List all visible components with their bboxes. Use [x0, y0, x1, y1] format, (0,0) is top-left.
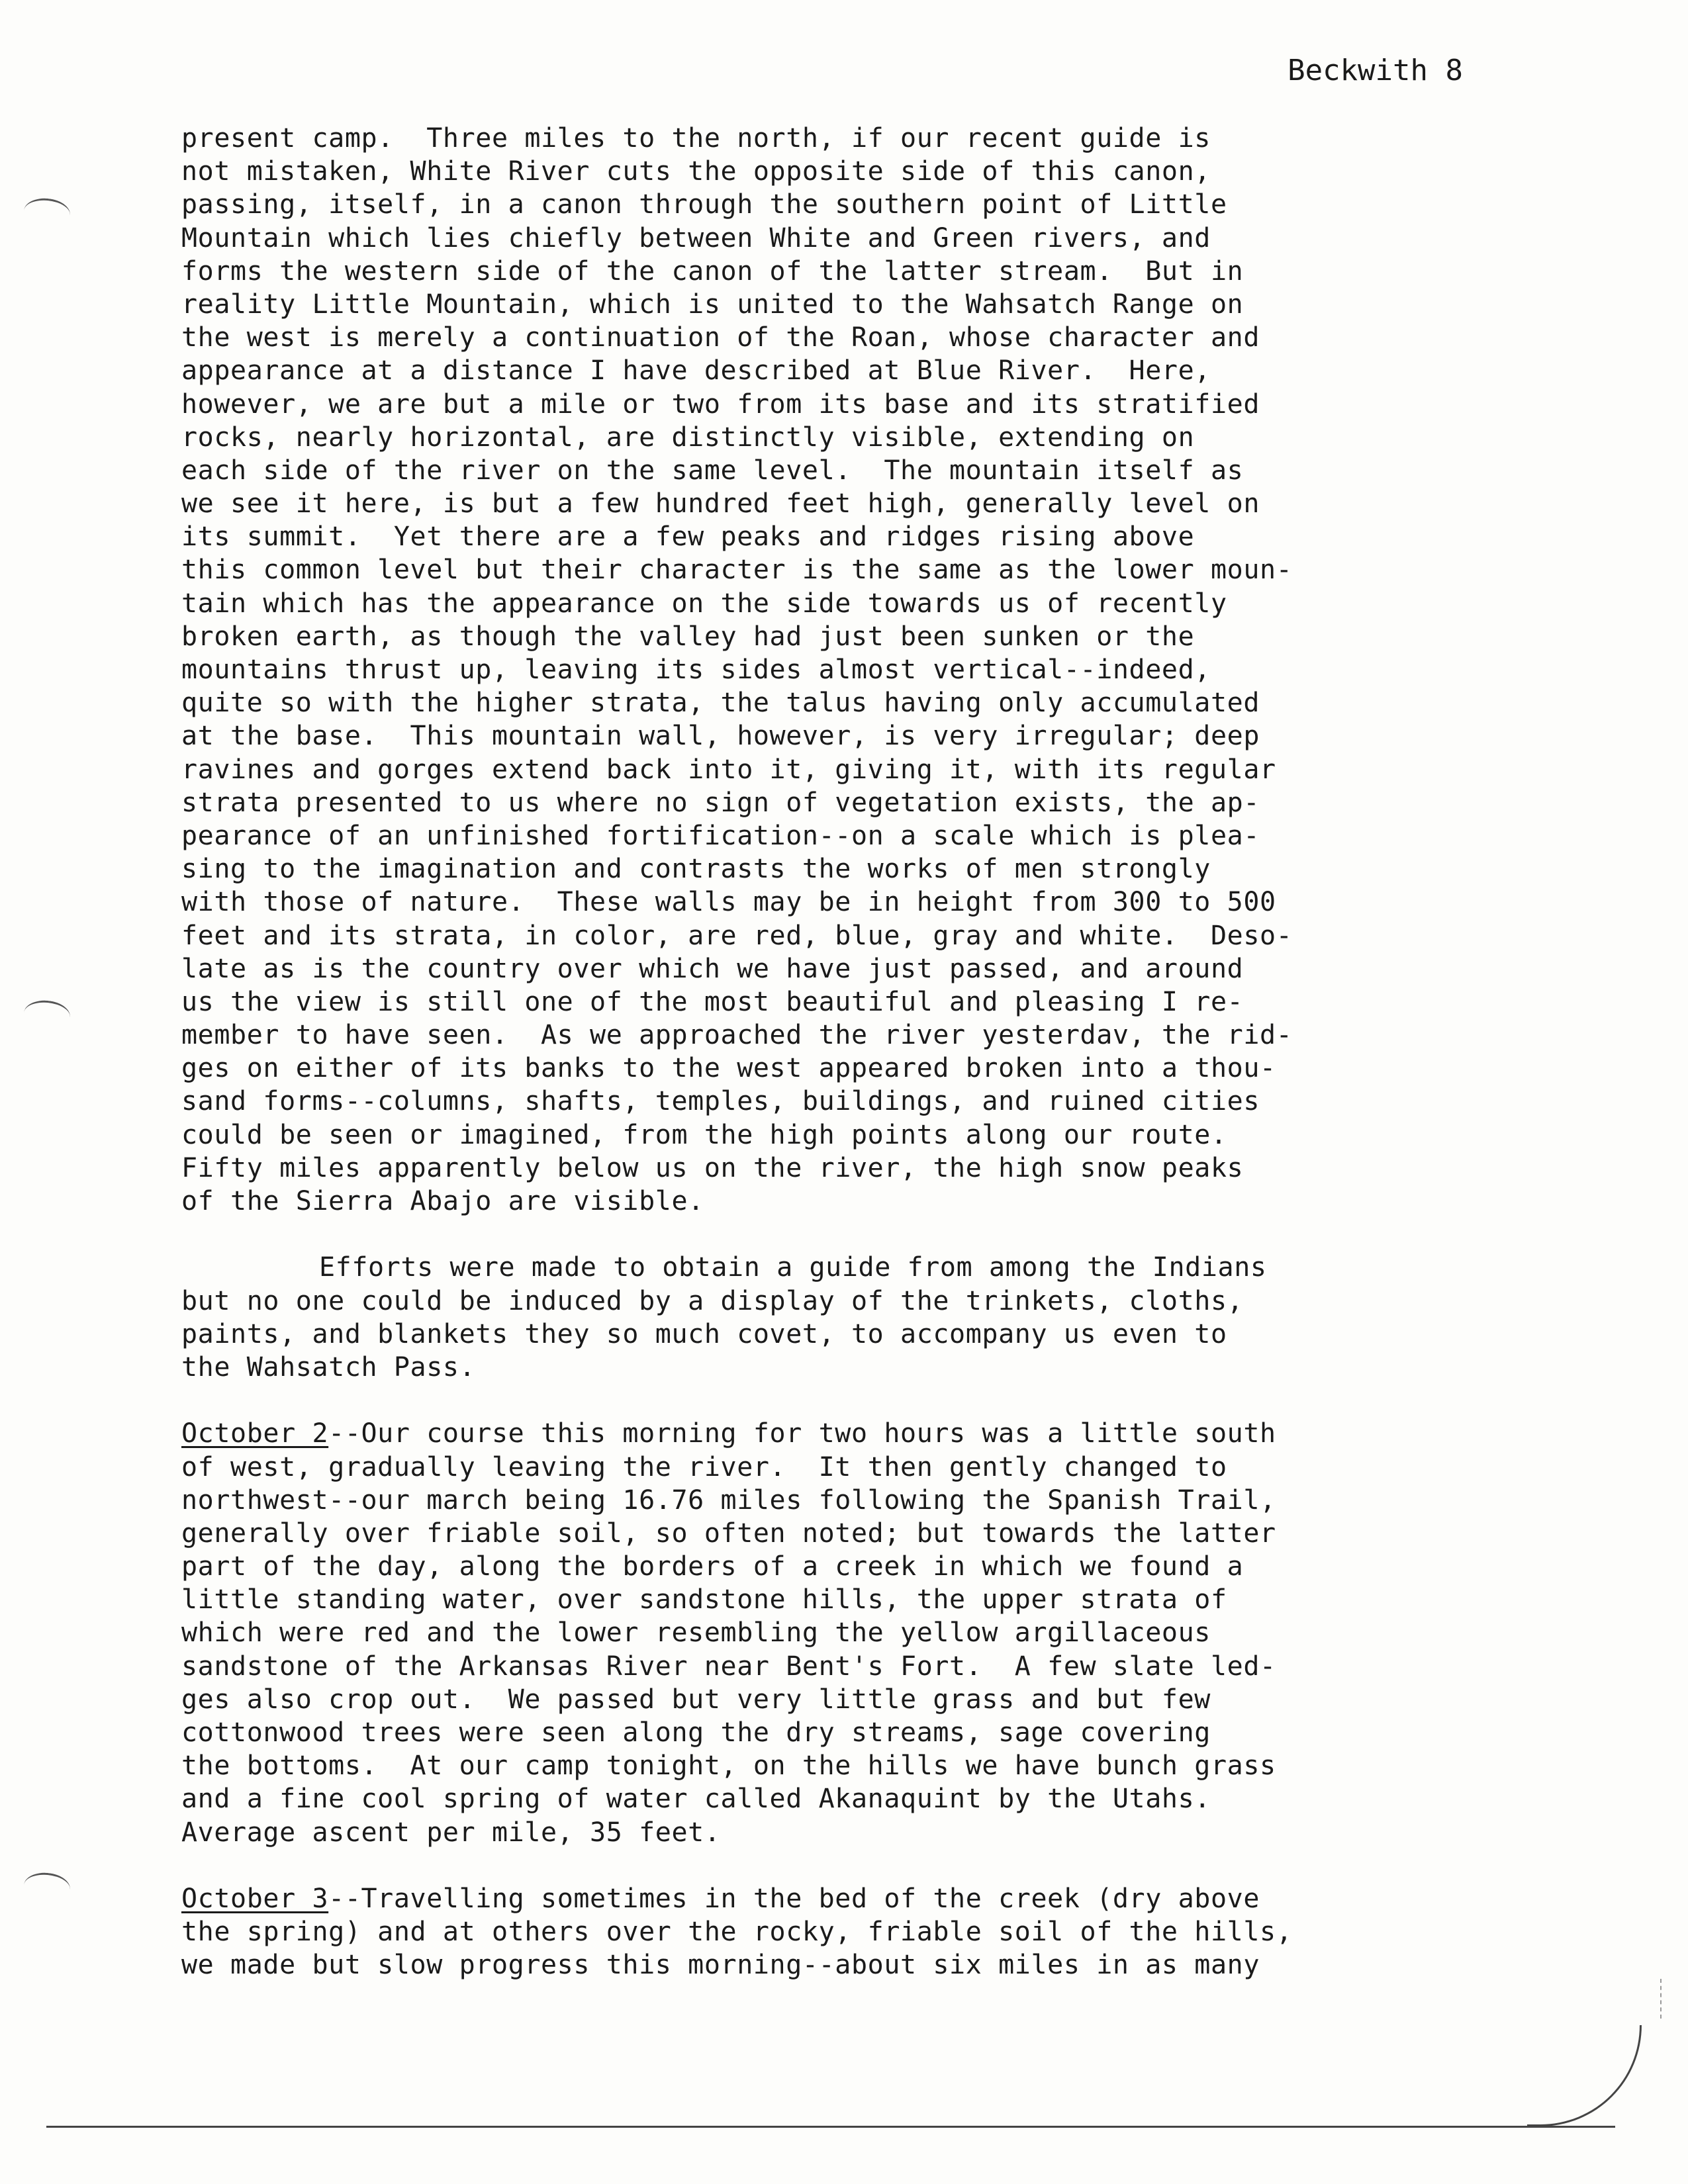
text-line: us the view is still one of the most beautiful and pleasing I re-	[181, 986, 1244, 1017]
text-line: broken earth, as though the valley had just been sunken or the	[181, 621, 1195, 652]
page-corner-mark	[1659, 1979, 1662, 2019]
text-line: sing to the imagination and contrasts the works of men strongly	[181, 854, 1211, 885]
text-line: but no one could be induced by a display of the trinkets, cloths,	[181, 1285, 1244, 1316]
text-line: which were red and the lower resembling the yellow argillaceous	[181, 1617, 1211, 1649]
text-line: reality Little Mountain, which is united to the Wahsatch Range on	[181, 289, 1244, 320]
text-line: the spring) and at others over the rocky, friable soil of the hills,	[181, 1917, 1293, 1948]
margin-mark	[23, 1870, 71, 1903]
entry-date: October 3	[181, 1883, 329, 1914]
entry-first-line	[181, 1417, 1532, 1450]
page-bottom-edge	[46, 2126, 1615, 2128]
text-line: present camp. Three miles to the north, if our recent guide is	[181, 123, 1211, 154]
entry-october-3	[181, 1882, 1532, 1982]
text-line: this common level but their character is the same as the lower moun-	[181, 555, 1293, 586]
text-line: Mountain which lies chiefly between White and Green rivers, and	[181, 222, 1211, 253]
text-line: passing, itself, in a canon through the southern point of Little	[181, 189, 1227, 220]
text-line: mountains thrust up, leaving its sides almost vertical--indeed,	[181, 655, 1211, 685]
text-line: strata presented to us where no sign of vegetation exists, the ap-	[181, 787, 1260, 818]
entry-october-2	[181, 1417, 1532, 1848]
text-line: of the Sierra Abajo are visible.	[181, 1186, 704, 1216]
text-line: ges on either of its banks to the west appeared broken into a thou-	[181, 1053, 1276, 1084]
text-line: Efforts were made to obtain a guide from among the Indians	[319, 1252, 1267, 1283]
text-line: feet and its strata, in color, are red, blue, gray and white. Deso-	[181, 920, 1293, 951]
text-line: we made but slow progress this morning--about six miles in as many	[181, 1950, 1260, 1981]
entry-date: October 2	[181, 1418, 329, 1449]
entry-first-line-text: --Travelling sometimes in the bed of the creek (dry above	[328, 1883, 1260, 1914]
entry-first-line-text: --Our course this morning for two hours was a little south	[328, 1418, 1276, 1449]
text-line: pearance of an unfinished fortification--on a scale which is plea-	[181, 820, 1260, 851]
text-line: sand forms--columns, shafts, temples, buildings, and ruined cities	[181, 1086, 1260, 1117]
text-line: paints, and blankets they so much covet, to accompany us even to	[181, 1318, 1227, 1349]
text-line: Fifty miles apparently below us on the river, the high snow peaks	[181, 1152, 1244, 1183]
entry-first-line	[181, 1882, 1532, 1915]
text-line: we see it here, is but a few hundred feet high, generally level on	[181, 488, 1260, 520]
text-line: with those of nature. These walls may be in height from 300 to 500	[181, 887, 1276, 918]
page-corner-curl	[1527, 2025, 1642, 2126]
text-line: could be seen or imagined, from the high points along our route.	[181, 1119, 1227, 1150]
text-line: sandstone of the Arkansas River near Bent's Fort. A few slate led-	[181, 1651, 1276, 1682]
body-text	[181, 122, 1532, 1982]
text-line: rocks, nearly horizontal, are distinctly visible, extending on	[181, 422, 1195, 453]
text-line: ravines and gorges extend back into it, giving it, with its regular	[181, 754, 1276, 785]
paragraph-continuation	[181, 122, 1532, 1218]
text-line: part of the day, along the borders of a creek in which we found a	[181, 1551, 1244, 1582]
margin-mark	[23, 196, 71, 229]
text-line: little standing water, over sandstone hills, the upper strata of	[181, 1584, 1227, 1615]
text-line: appearance at a distance I have described at Blue River. Here,	[181, 355, 1211, 387]
text-line: its summit. Yet there are a few peaks and ridges rising above	[181, 522, 1195, 553]
margin-mark	[23, 998, 71, 1031]
text-line: member to have seen. As we approached the river yesterdav, the rid-	[181, 1020, 1293, 1051]
text-line: the bottoms. At our camp tonight, on the hills we have bunch grass	[181, 1751, 1276, 1782]
text-line: generally over friable soil, so often noted; but towards the latter	[181, 1518, 1276, 1549]
text-line: each side of the river on the same level. The mountain itself as	[181, 455, 1244, 486]
text-line: tain which has the appearance on the side towards us of recently	[181, 588, 1227, 619]
text-line: late as is the country over which we have just passed, and around	[181, 953, 1244, 984]
text-line: of west, gradually leaving the river. It then gently changed to	[181, 1451, 1227, 1482]
text-line: cottonwood trees were seen along the dry streams, sage covering	[181, 1717, 1211, 1748]
text-line: Average ascent per mile, 35 feet.	[181, 1817, 721, 1848]
text-line: not mistaken, White River cuts the opposite side of this canon,	[181, 156, 1211, 187]
text-line: ges also crop out. We passed but very little grass and but few	[181, 1684, 1211, 1715]
paragraph-indian-guide	[181, 1251, 1532, 1384]
text-line: forms the western side of the canon of the latter stream. But in	[181, 255, 1244, 287]
text-line: the west is merely a continuation of the Roan, whose character and	[181, 322, 1260, 353]
text-line: the Wahsatch Pass.	[181, 1351, 476, 1383]
text-line: at the base. This mountain wall, however, is very irregular; deep	[181, 721, 1260, 752]
running-head: Beckwith 8	[1288, 54, 1463, 87]
text-line: quite so with the higher strata, the talus having only accumulated	[181, 688, 1260, 719]
text-line: however, we are but a mile or two from its base and its stratified	[181, 388, 1260, 420]
text-line: northwest--our march being 16.76 miles following the Spanish Trail,	[181, 1484, 1276, 1516]
text-line: and a fine cool spring of water called Akanaquint by the Utahs.	[181, 1784, 1211, 1815]
